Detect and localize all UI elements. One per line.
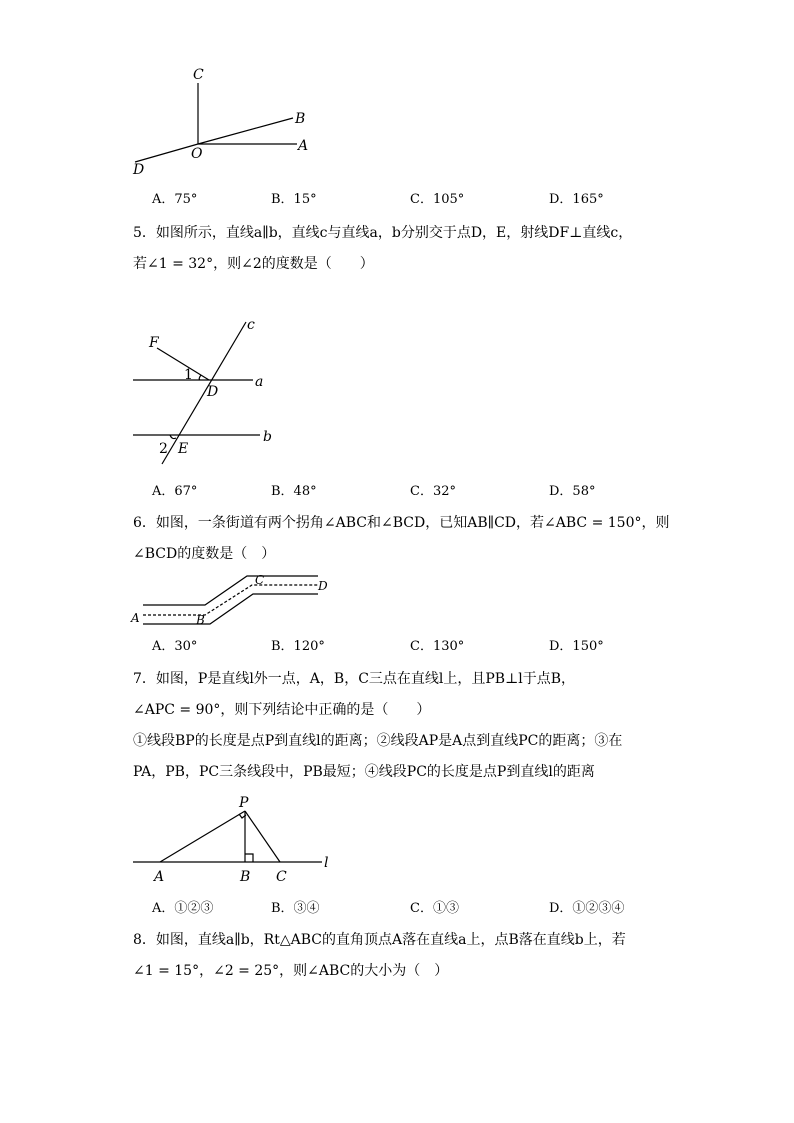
- ray-ob: [198, 118, 293, 144]
- label-d: D: [318, 579, 328, 593]
- angle-1-arc: [199, 375, 201, 380]
- q6-stem-line1: 6．如图，一条街道有两个拐角∠ABC和∠BCD，已知AB∥CD，若∠ABC = 150°，则: [133, 515, 670, 531]
- q4-option-a[interactable]: A．75°: [152, 192, 198, 207]
- label-a: A: [154, 869, 165, 885]
- q4-option-b[interactable]: B．15°: [271, 192, 317, 207]
- street-center-dashed: [143, 585, 318, 615]
- label-a: a: [255, 374, 264, 390]
- label-e: E: [178, 441, 189, 457]
- street-upper-edge: [143, 576, 318, 605]
- label-d: D: [207, 384, 219, 400]
- label-c: C: [193, 67, 204, 83]
- label-a: A: [298, 138, 309, 154]
- q7-option-a[interactable]: A．①②③: [152, 901, 214, 916]
- q4-option-c[interactable]: C．105°: [410, 192, 465, 207]
- q6-stem-line2: ∠BCD的度数是（ ）: [133, 546, 276, 562]
- label-f: F: [149, 335, 159, 351]
- line-do: [135, 144, 198, 162]
- q6-figure: [125, 568, 340, 630]
- label-1: 1: [184, 367, 193, 383]
- label-l: l: [324, 855, 329, 871]
- q5-option-a[interactable]: A．67°: [152, 484, 198, 499]
- label-d: D: [133, 162, 145, 178]
- q5-option-c[interactable]: C．32°: [410, 484, 456, 499]
- q8-stem-line2: ∠1 = 15°，∠2 = 25°，则∠ABC的大小为（ ）: [133, 963, 449, 979]
- q7-stem-line1: 7．如图，P是直线l外一点，A，B，C三点在直线l上，且PB⊥l于点B，: [133, 671, 576, 687]
- q5-stem-line2: 若∠1 = 32°，则∠2的度数是（ ）: [133, 256, 374, 272]
- q7-statement-line2: PA，PB，PC三条线段中，PB最短；④线段PC的长度是点P到直线l的距离: [133, 764, 595, 780]
- label-2: 2: [159, 441, 168, 457]
- label-p: P: [239, 795, 249, 811]
- label-c: c: [247, 317, 255, 333]
- q5-option-b[interactable]: B．48°: [271, 484, 317, 499]
- segment-pa: [160, 811, 245, 862]
- q7-option-d[interactable]: D．①②③④: [549, 901, 625, 916]
- label-o: O: [191, 146, 203, 162]
- q6-option-a[interactable]: A．30°: [152, 639, 198, 654]
- q6-option-c[interactable]: C．130°: [410, 639, 465, 654]
- label-c: C: [255, 573, 265, 587]
- q7-figure: [125, 790, 345, 890]
- q4-option-d[interactable]: D．165°: [549, 192, 604, 207]
- q5-stem-line1: 5．如图所示，直线a∥b，直线c与直线a，b分别交于点D，E，射线DF⊥直线c，: [133, 225, 633, 241]
- q6-option-d[interactable]: D．150°: [549, 639, 604, 654]
- line-c: [162, 322, 246, 464]
- q7-option-b[interactable]: B．③④: [271, 901, 320, 916]
- label-b: B: [295, 111, 306, 127]
- q5-option-d[interactable]: D．58°: [549, 484, 596, 499]
- q7-statement-line1: ①线段BP的长度是点P到直线l的距离；②线段AP是A点到直线PC的距离；③在: [133, 733, 623, 749]
- q7-option-c[interactable]: C．①③: [410, 901, 459, 916]
- q8-stem-line1: 8．如图，直线a∥b，Rt△ABC的直角顶点A落在直线a上，点B落在直线b上，若: [133, 932, 626, 948]
- label-b: B: [196, 613, 205, 627]
- label-b: B: [240, 869, 251, 885]
- q7-stem-line2: ∠APC = 90°，则下列结论中正确的是（ ）: [133, 702, 431, 718]
- q4-figure: [125, 60, 325, 185]
- q6-option-b[interactable]: B．120°: [271, 639, 325, 654]
- label-a: A: [131, 611, 140, 625]
- right-angle-marker-b: [245, 854, 253, 862]
- label-c: C: [276, 869, 287, 885]
- q5-figure: [125, 310, 295, 470]
- label-b: b: [263, 429, 272, 445]
